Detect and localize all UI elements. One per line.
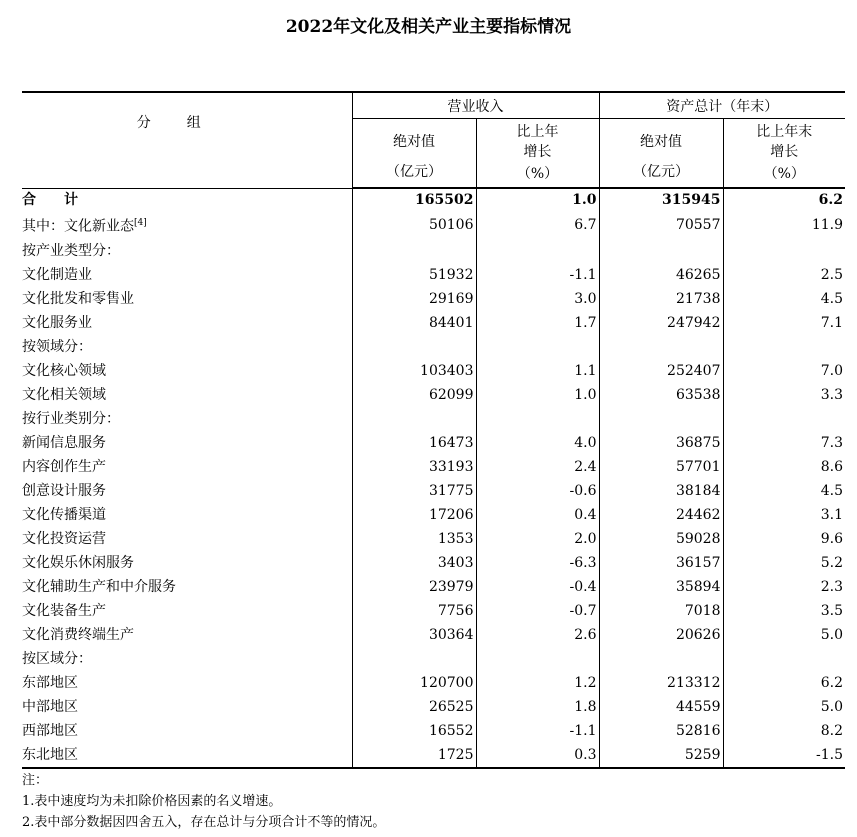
group-header-label: 分组 [136, 115, 237, 131]
row-label-cell [22, 551, 352, 575]
table-row [22, 551, 845, 575]
revenue-value [352, 407, 476, 431]
row-label: 文化装备生产 [22, 602, 106, 619]
abs-value-label: 绝对值 [393, 134, 435, 150]
assets-value: 213312 [599, 671, 723, 695]
indicator-table [22, 91, 845, 769]
revenue-value: 7756 [352, 599, 476, 623]
table-row [22, 671, 845, 695]
assets-growth: 4.5 [723, 287, 845, 311]
revenue-growth: -0.6 [476, 479, 599, 503]
row-label: 西部地区 [22, 722, 78, 739]
assets-growth-header [723, 119, 845, 189]
pct-unit-label: （%） [763, 166, 805, 182]
assets-value: 44559 [599, 695, 723, 719]
assets-growth: 3.5 [723, 599, 845, 623]
revenue-value: 33193 [352, 455, 476, 479]
assets-value: 59028 [599, 527, 723, 551]
note-1: 1.表中速度均为未扣除价格因素的名义增速。 [22, 794, 282, 809]
assets-value: 7018 [599, 599, 723, 623]
table-body [22, 188, 845, 768]
row-label-cell [22, 575, 352, 599]
row-label: 东北地区 [22, 746, 78, 763]
row-label-cell [22, 599, 352, 623]
revenue-growth: 2.0 [476, 527, 599, 551]
assets-growth: 4.5 [723, 479, 845, 503]
assets-growth [723, 647, 845, 671]
row-label-cell [22, 239, 352, 263]
assets-value: 252407 [599, 359, 723, 383]
row-label-cell [22, 695, 352, 719]
assets-value: 5259 [599, 743, 723, 768]
table-row [22, 695, 845, 719]
revenue-growth: 1.7 [476, 311, 599, 335]
footnote-ref: [4] [134, 218, 147, 228]
revenue-value: 29169 [352, 287, 476, 311]
table-row [22, 335, 845, 359]
assets-growth: 2.3 [723, 575, 845, 599]
assets-growth [723, 239, 845, 263]
assets-value: 36875 [599, 431, 723, 455]
revenue-growth: 0.3 [476, 743, 599, 768]
pct-unit-label: （%） [516, 166, 559, 182]
table-row [22, 287, 845, 311]
revenue-abs-header [352, 119, 476, 189]
table-row [22, 407, 845, 431]
assets-growth: 6.2 [723, 188, 845, 211]
table-row [22, 575, 845, 599]
growth-label-1: 比上年 [516, 124, 559, 140]
table-row [22, 211, 845, 239]
revenue-value: 16473 [352, 431, 476, 455]
row-label-cell [22, 743, 352, 768]
revenue-value: 1353 [352, 527, 476, 551]
row-label: 文化批发和零售业 [22, 290, 134, 307]
table-row [22, 455, 845, 479]
row-label: 文化服务业 [22, 314, 92, 331]
table-row [22, 383, 845, 407]
row-label: 按产业类型分： [22, 242, 120, 259]
table-row [22, 743, 845, 768]
row-label-cell [22, 479, 352, 503]
revenue-value: 1725 [352, 743, 476, 768]
revenue-growth: 0.4 [476, 503, 599, 527]
unit-label: （亿元） [633, 164, 689, 180]
revenue-growth: 4.0 [476, 431, 599, 455]
assets-growth: 2.5 [723, 263, 845, 287]
assets-growth: 8.6 [723, 455, 845, 479]
revenue-growth-header [476, 119, 599, 189]
revenue-value: 17206 [352, 503, 476, 527]
revenue-growth: 1.0 [476, 188, 599, 211]
row-label-cell [22, 503, 352, 527]
row-label: 新闻信息服务 [22, 434, 106, 451]
row-label-cell [22, 671, 352, 695]
revenue-value: 16552 [352, 719, 476, 743]
row-label: 合 计 [22, 191, 78, 208]
row-label-cell [22, 383, 352, 407]
revenue-growth [476, 335, 599, 359]
table-row [22, 431, 845, 455]
table-row [22, 527, 845, 551]
row-label: 按领域分： [22, 338, 92, 355]
assets-value [599, 239, 723, 263]
assets-growth: 7.0 [723, 359, 845, 383]
table-row [22, 503, 845, 527]
table-row [22, 479, 845, 503]
growth-label-2: 增长 [523, 144, 552, 160]
revenue-growth: 2.4 [476, 455, 599, 479]
row-label-cell [22, 719, 352, 743]
row-label-cell [22, 263, 352, 287]
assets-value [599, 335, 723, 359]
assets-header: 资产总计（年末） [599, 92, 845, 119]
table-row [22, 647, 845, 671]
revenue-value: 84401 [352, 311, 476, 335]
notes [22, 770, 385, 833]
assets-growth: 5.2 [723, 551, 845, 575]
revenue-growth: -0.7 [476, 599, 599, 623]
row-label: 文化传播渠道 [22, 506, 106, 523]
assets-growth: 3.1 [723, 503, 845, 527]
row-label: 文化核心领域 [22, 362, 106, 379]
assets-growth: 6.2 [723, 671, 845, 695]
revenue-value: 51932 [352, 263, 476, 287]
revenue-growth: 3.0 [476, 287, 599, 311]
row-label: 文化投资运营 [22, 530, 106, 547]
assets-value: 63538 [599, 383, 723, 407]
notes-heading: 注： [22, 773, 49, 788]
row-label: 文化制造业 [22, 266, 92, 283]
table-row [22, 239, 845, 263]
assets-value: 52816 [599, 719, 723, 743]
abs-value-label: 绝对值 [640, 134, 682, 150]
revenue-value: 31775 [352, 479, 476, 503]
note-2: 2.表中部分数据因四舍五入，存在总计与分项合计不等的情况。 [22, 815, 386, 830]
assets-growth: 3.3 [723, 383, 845, 407]
row-label: 按行业类别分： [22, 410, 120, 427]
row-label: 中部地区 [22, 698, 78, 715]
row-label-cell [22, 527, 352, 551]
assets-value [599, 647, 723, 671]
assets-value: 57701 [599, 455, 723, 479]
revenue-value [352, 647, 476, 671]
revenue-value: 3403 [352, 551, 476, 575]
revenue-value [352, 335, 476, 359]
group-header [22, 92, 352, 188]
assets-value: 20626 [599, 623, 723, 647]
assets-growth: -1.5 [723, 743, 845, 768]
assets-growth: 9.6 [723, 527, 845, 551]
revenue-growth: -1.1 [476, 263, 599, 287]
row-label-cell [22, 188, 352, 211]
revenue-growth: 1.1 [476, 359, 599, 383]
revenue-value: 62099 [352, 383, 476, 407]
row-label-cell [22, 455, 352, 479]
revenue-value [352, 239, 476, 263]
row-label-cell [22, 335, 352, 359]
revenue-value: 50106 [352, 211, 476, 239]
revenue-value: 120700 [352, 671, 476, 695]
assets-growth: 7.3 [723, 431, 845, 455]
row-label: 其中：文化新业态 [22, 218, 134, 235]
row-label: 文化辅助生产和中介服务 [22, 578, 176, 595]
revenue-growth: 1.8 [476, 695, 599, 719]
assets-growth: 11.9 [723, 211, 845, 239]
revenue-growth: -6.3 [476, 551, 599, 575]
row-label-cell [22, 287, 352, 311]
growth-end-label-1: 比上年末 [756, 124, 813, 140]
assets-value: 21738 [599, 287, 723, 311]
assets-value: 24462 [599, 503, 723, 527]
assets-value: 38184 [599, 479, 723, 503]
row-label: 东部地区 [22, 674, 78, 691]
revenue-growth [476, 407, 599, 431]
assets-growth [723, 335, 845, 359]
row-label-cell [22, 311, 352, 335]
assets-value [599, 407, 723, 431]
row-label-cell [22, 431, 352, 455]
revenue-growth: 1.0 [476, 383, 599, 407]
revenue-value: 30364 [352, 623, 476, 647]
revenue-growth: -0.4 [476, 575, 599, 599]
row-label-cell [22, 407, 352, 431]
table-row [22, 263, 845, 287]
table-row [22, 599, 845, 623]
assets-growth: 5.0 [723, 695, 845, 719]
revenue-growth: 2.6 [476, 623, 599, 647]
table-row [22, 188, 845, 211]
revenue-value: 23979 [352, 575, 476, 599]
row-label-cell [22, 647, 352, 671]
revenue-growth: 6.7 [476, 211, 599, 239]
revenue-header: 营业收入 [352, 92, 599, 119]
assets-growth: 8.2 [723, 719, 845, 743]
growth-end-label-2: 增长 [770, 144, 799, 160]
row-label: 创意设计服务 [22, 482, 106, 499]
row-label: 文化娱乐休闲服务 [22, 554, 134, 571]
assets-value: 315945 [599, 188, 723, 211]
table-row [22, 311, 845, 335]
revenue-value: 26525 [352, 695, 476, 719]
revenue-value: 165502 [352, 188, 476, 211]
row-label-cell [22, 211, 352, 239]
table-row [22, 623, 845, 647]
assets-value: 36157 [599, 551, 723, 575]
assets-value: 70557 [599, 211, 723, 239]
assets-growth: 7.1 [723, 311, 845, 335]
assets-value: 35894 [599, 575, 723, 599]
assets-value: 247942 [599, 311, 723, 335]
table-row [22, 719, 845, 743]
row-label: 内容创作生产 [22, 458, 106, 475]
assets-growth [723, 407, 845, 431]
row-label: 文化消费终端生产 [22, 626, 134, 643]
revenue-growth: -1.1 [476, 719, 599, 743]
table-title: 2022年文化及相关产业主要指标情况 [285, 17, 572, 37]
assets-abs-header [599, 119, 723, 189]
assets-growth: 5.0 [723, 623, 845, 647]
revenue-growth [476, 239, 599, 263]
row-label: 按区域分： [22, 650, 92, 667]
unit-label: （亿元） [386, 164, 442, 180]
row-label-cell [22, 359, 352, 383]
assets-value: 46265 [599, 263, 723, 287]
revenue-growth: 1.2 [476, 671, 599, 695]
row-label: 文化相关领域 [22, 386, 106, 403]
row-label-cell [22, 623, 352, 647]
revenue-growth [476, 647, 599, 671]
table-row [22, 359, 845, 383]
revenue-value: 103403 [352, 359, 476, 383]
